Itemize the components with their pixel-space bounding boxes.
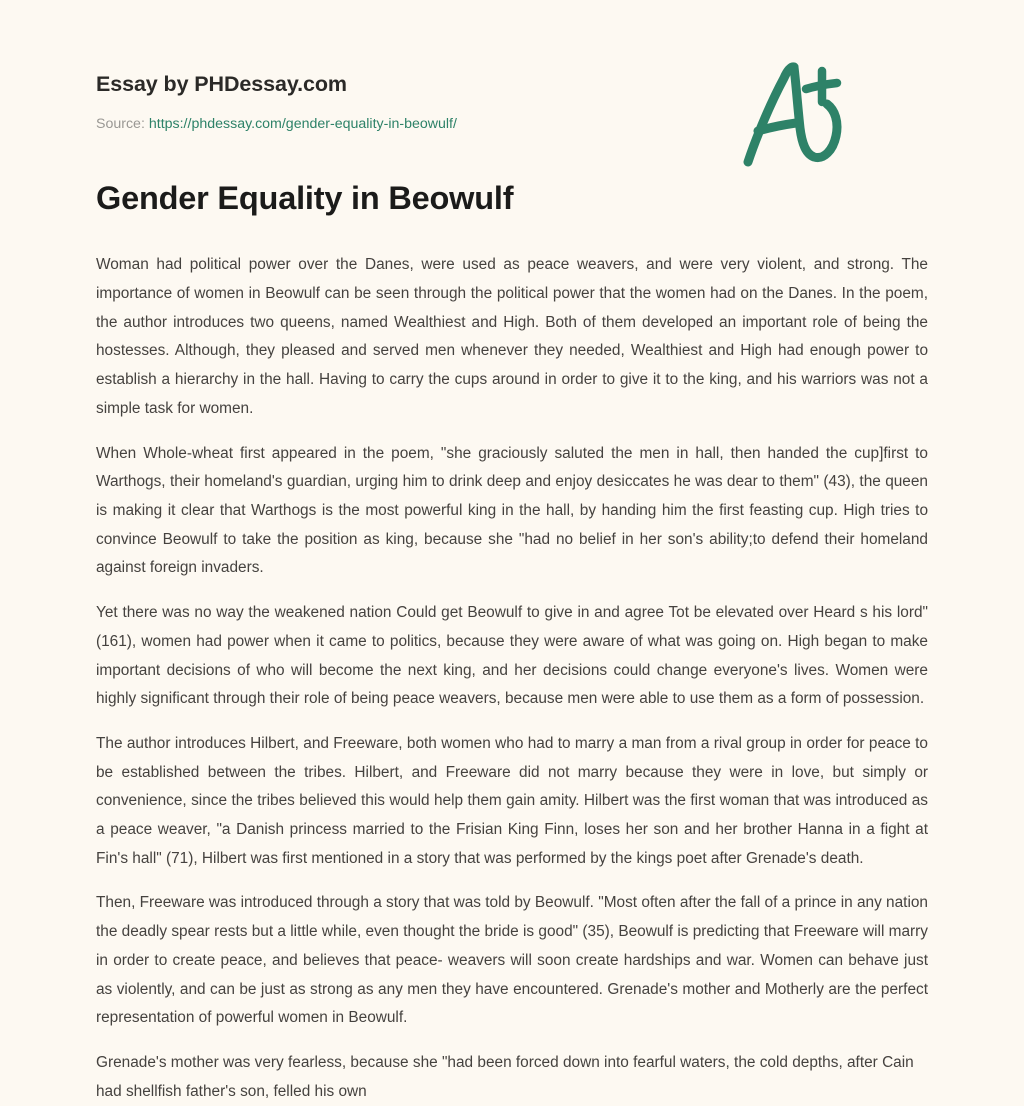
source-label: Source:: [96, 115, 145, 132]
page-header: [96, 0, 928, 132]
paragraph: Then, Freeware was introduced through a story that was told by Beowulf. "Most often after the fall of a prince in any nation the deadly spear rests but a little while, even thought the bride is good" (35), Beowulf is predicting that Freeware will marry in order to create peace, and believes that peace- weavers will soon create hardships and war. Women can behave just as violently, and can be just as strong as any men they have encountered. Grenade's mother and Motherly are the perfect representation of powerful women in Beowulf.: [96, 894, 928, 1027]
source-url-link[interactable]: https://phdessay.com/gender-equality-in-beowulf/: [148, 115, 457, 132]
paragraph: The author introduces Hilbert, and Freeware, both women who had to marry a man from a rival group in order for peace to be established between the tribes. Hilbert, and Freeware did not marry because they were in love, but simply or convenience, since the tribes believed this would help them gain amity. Hilbert was the first woman that was introduced as a peace weaver, "a Danish princess married to the Frisian King Finn, loses her son and her brother Hanna in a fight at Fin's hall" (71), Hilbert was first mentioned in a story that was performed by the kings poet after Grenade's death.: [96, 734, 928, 867]
page-title: Gender Equality in Beowulf: [96, 180, 514, 216]
essay-body: [96, 217, 928, 1106]
paragraph: Yet there was no way the weakened nation Could get Beowulf to give in and agree Tot be elevated over Heard s his lord" (161), women had power when it came to politics, because they were aware of what was going on. High began to make important decisions of who will become the next king, and her decisions could change everyone's lives. Women were highly significant through their role of being peace weavers, because men were able to use them as a form of possession.: [96, 604, 928, 708]
source-line: [96, 115, 928, 133]
paragraph: When Whole-wheat first appeared in the poem, "she graciously saluted the men in hall, then handed the cup]first to Warthogs, their homeland's guardian, urging him to drink deep and enjoy desiccates he was dear to them" (43), the queen is making it clear that Warthogs is the most powerful king in the hall, by handing him the first feasting cup. High tries to convince Beowulf to take the position as king, because she "had no belief in her son's ability;to defend their homeland against foreign invaders.: [96, 444, 928, 577]
paragraph: Grenade's mother was very fearless, because she "had been forced down into fearful waters, the cold depths, after Cain had shellfish father's son, felled his own: [96, 1053, 914, 1100]
brand-title: Essay by PHDessay.com: [96, 72, 347, 96]
paragraph: Woman had political power over the Danes, were used as peace weavers, and were very violent, and strong. The importance of women in Beowulf can be seen through the political power that the women had on the Danes. In the poem, the author introduces two queens, named Wealthiest and High. Both of them developed an important role of being the hostesses. Although, they pleased and served men whenever they needed, Wealthiest and High had enough power to establish a hierarchy in the hall. Having to carry the cups around in order to give it to the king, and his warriors was not a simple task for women.: [96, 256, 928, 417]
